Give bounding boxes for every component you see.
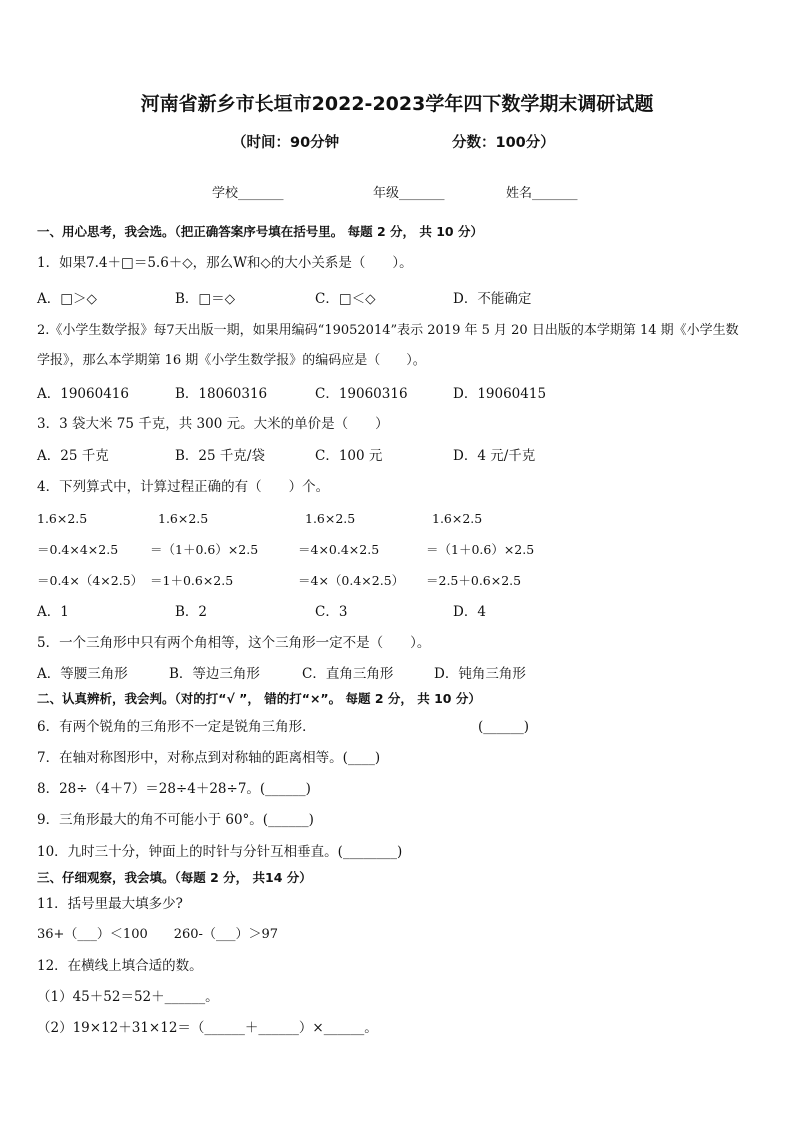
q4-calc-4-line-2: ＝（1＋0.6）×2.5 [426, 542, 535, 557]
q3-option-a: A．25 千克 [37, 448, 109, 464]
q4-calc-4-line-3: ＝2.5＋0.6×2.5 [426, 573, 522, 588]
question-6: 6．有两个锐角的三角形不一定是锐角三角形． [37, 719, 316, 735]
q4-calc-1-line-2: ＝0.4×4×2.5 [37, 542, 119, 557]
question-10: 10．九时三十分，钟面上的时针与分针互相垂直。(________) [37, 844, 403, 860]
exam-score: 分数：100分） [452, 135, 555, 151]
q5-option-a: A．等腰三角形 [37, 666, 128, 682]
question-12-part-1: （1）45＋52＝52＋______。 [37, 989, 219, 1005]
q1-option-a: A．□＞◇ [37, 291, 97, 307]
q4-calc-1-line-1: 1.6×2.5 [37, 511, 88, 526]
q5-option-c: C．直角三角形 [302, 666, 394, 682]
question-2-line-2: 学报》，那么本学期第 16 期《小学生数学报》的编码应是（ ）。 [37, 353, 426, 368]
q4-calc-3-line-3: ＝4×（0.4×2.5） [298, 573, 405, 588]
q2-option-a: A．19060416 [37, 386, 129, 402]
q2-option-c: C．19060316 [315, 386, 408, 402]
exam-title: 河南省新乡市长垣市2022-2023学年四下数学期末调研试题 [140, 93, 654, 115]
section-1-heading: 一、用心思考，我会选。（把正确答案序号填在括号里。 每题 2 分， 共 10 分） [37, 224, 483, 239]
question-9: 9．三角形最大的角不可能小于 60°。(______) [37, 812, 314, 828]
question-1: 1．如果7.4＋□＝5.6＋◇，那么W和◇的大小关系是（ ）。 [37, 255, 413, 271]
question-7: 7．在轴对称图形中，对称点到对称轴的距离相等。(____) [37, 750, 381, 766]
question-11: 11．括号里最大填多少? [37, 896, 183, 912]
q4-calc-2-line-2: ＝（1＋0.6）×2.5 [150, 542, 259, 557]
q3-option-b: B．25 千克/袋 [175, 448, 265, 464]
q4-option-c: C．3 [315, 604, 348, 620]
q5-option-d: D．钝角三角形 [434, 666, 526, 682]
q1-option-d: D．不能确定 [453, 291, 532, 307]
grade-field[interactable]: 年级_______ [373, 186, 445, 201]
question-5: 5．一个三角形中只有两个角相等，这个三角形一定不是（ ）。 [37, 635, 431, 651]
q4-calc-3-line-1: 1.6×2.5 [305, 511, 356, 526]
q4-option-d: D．4 [453, 604, 486, 620]
q1-option-c: C．□＜◇ [315, 291, 376, 307]
question-3: 3．3 袋大米 75 千克，共 300 元。大米的单价是（ ） [37, 416, 389, 432]
name-field[interactable]: 姓名_______ [506, 186, 578, 201]
question-12: 12．在横线上填合适的数。 [37, 958, 203, 974]
q4-calc-2-line-1: 1.6×2.5 [158, 511, 209, 526]
section-2-heading: 二、认真辨析，我会判。（对的打“√ ”， 错的打“×”。 每题 2 分， 共 10 分） [37, 691, 481, 706]
q4-option-b: B．2 [175, 604, 208, 620]
q4-option-a: A．1 [37, 604, 69, 620]
question-2-line-1: 2.《小学生数学报》每7天出版一期，如果用编码“19052014”表示 2019 年 5 月 20 日出版的本学期第 14 期《小学生数 [37, 323, 739, 338]
school-field[interactable]: 学校_______ [212, 186, 284, 201]
q6-answer-blank[interactable]: (______) [478, 719, 530, 735]
q4-calc-3-line-2: ＝4×0.4×2.5 [298, 542, 380, 557]
exam-time: （时间：90分钟 [232, 135, 340, 151]
q4-calc-2-line-3: ＝1＋0.6×2.5 [150, 573, 234, 588]
question-11-expression: 36+（___）＜100 260-（___）＞97 [37, 927, 278, 942]
question-4: 4．下列算式中，计算过程正确的有（ ）个。 [37, 479, 330, 495]
section-3-heading: 三、仔细观察，我会填。（每题 2 分， 共14 分） [37, 870, 312, 885]
q2-option-d: D．19060415 [453, 386, 547, 402]
question-12-part-2: （2）19×12＋31×12＝（______＋______）×______。 [37, 1020, 378, 1036]
q5-option-b: B．等边三角形 [169, 666, 260, 682]
q1-option-b: B．□＝◇ [175, 291, 236, 307]
q4-calc-4-line-1: 1.6×2.5 [432, 511, 483, 526]
q2-option-b: B．18060316 [175, 386, 268, 402]
q3-option-d: D．4 元/千克 [453, 448, 536, 464]
q3-option-c: C．100 元 [315, 448, 383, 464]
q4-calc-1-line-3: ＝0.4×（4×2.5） [37, 573, 144, 588]
question-8: 8．28÷（4＋7）＝28÷4＋28÷7。(______) [37, 781, 311, 797]
